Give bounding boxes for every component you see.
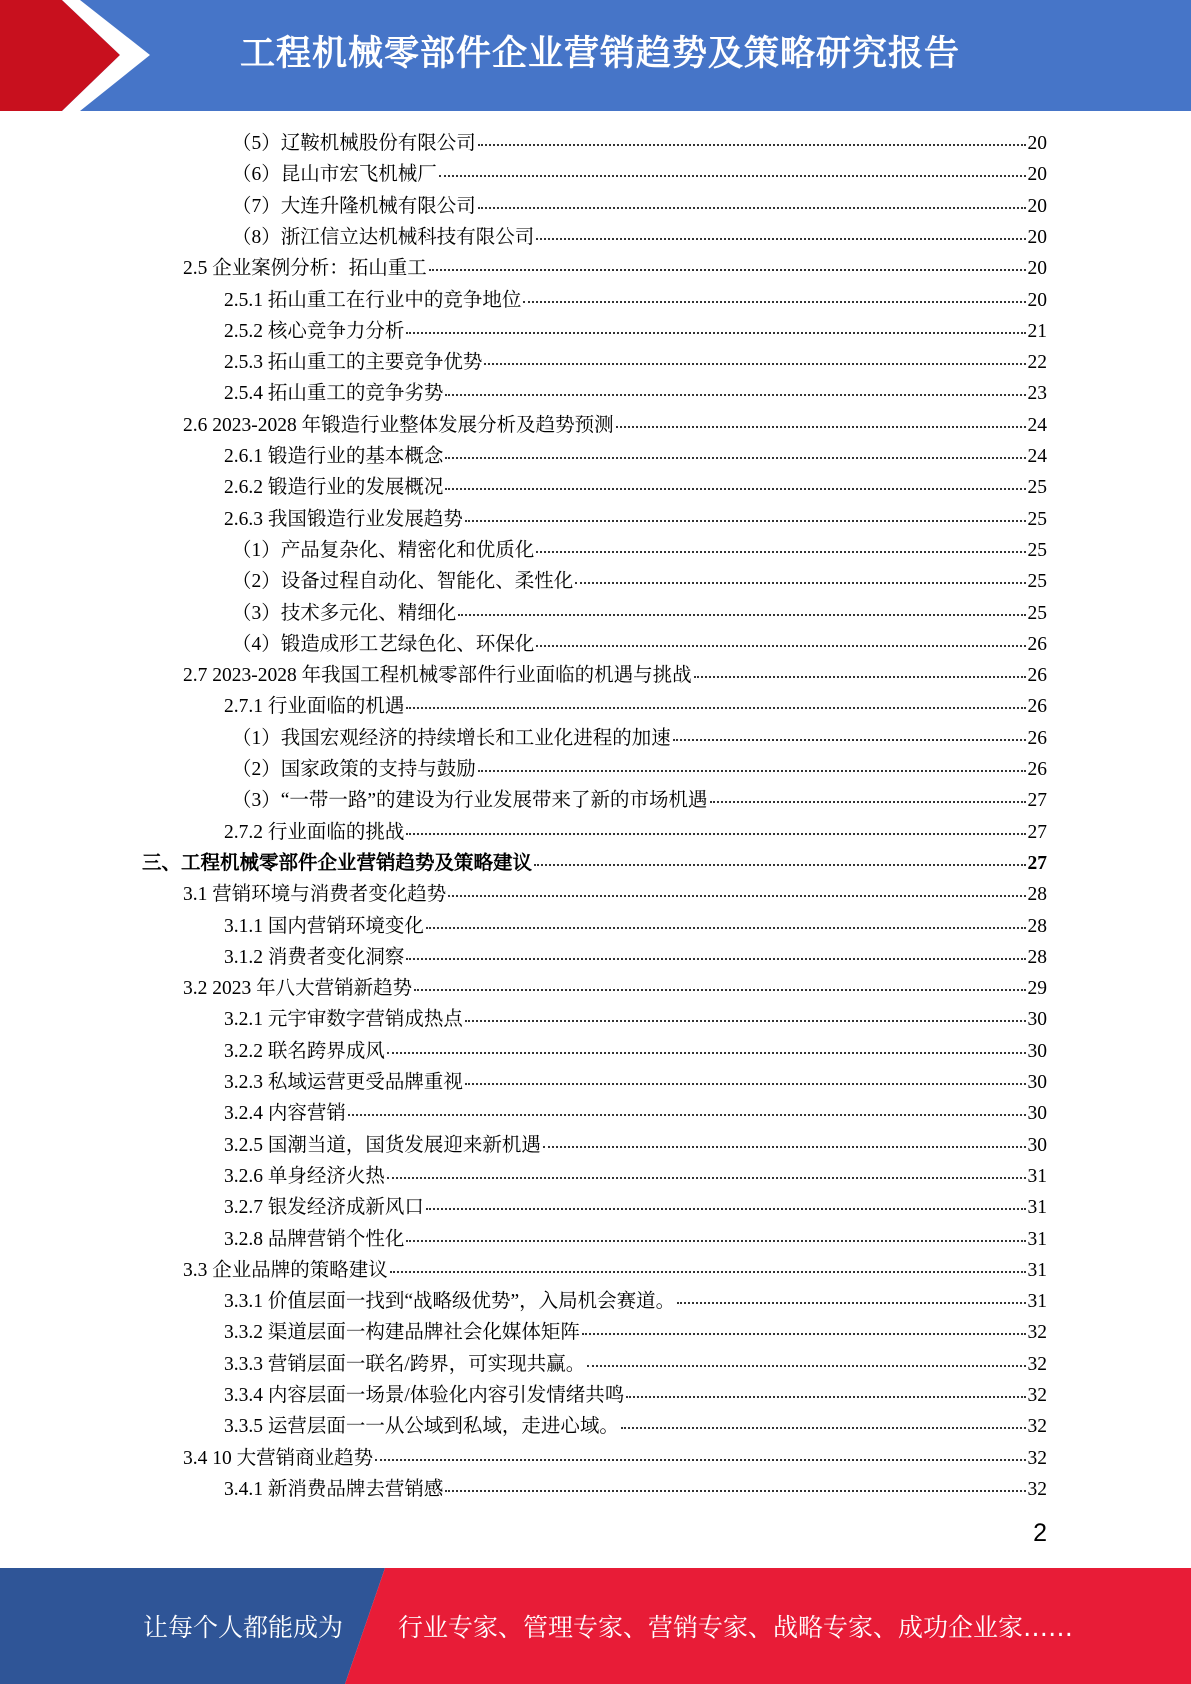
toc-dot-leader: [465, 1019, 1026, 1022]
toc-dot-leader: [348, 1113, 1026, 1116]
footer-slogan-right: 行业专家、管理专家、营销专家、战略专家、成功企业家……: [398, 1613, 1074, 1642]
toc-dot-leader: [465, 1082, 1026, 1085]
toc-entry-page: 21: [1027, 320, 1047, 342]
toc-entry-title: 3.3.2 渠道层面一构建品牌社会化媒体矩阵: [224, 1322, 580, 1344]
toc-entry-page: 32: [1027, 1385, 1047, 1406]
toc-entry[interactable]: [224, 285, 1047, 316]
toc-entry-title: 三、工程机械零部件企业营销趋势及策略建议: [142, 852, 533, 874]
toc-entry[interactable]: [183, 253, 1047, 284]
toc-entry-title: （3）“一带一路”的建设为行业发展带来了新的市场机遇: [232, 790, 708, 812]
toc-entry[interactable]: [224, 378, 1047, 409]
toc-entry-page: 30: [1027, 1134, 1047, 1156]
toc-dot-leader: [478, 769, 1026, 772]
toc-entry[interactable]: [224, 1098, 1047, 1129]
toc-entry-page: 32: [1027, 1416, 1047, 1438]
toc-entry-page: 31: [1027, 1291, 1047, 1313]
toc-dot-leader: [536, 550, 1025, 553]
toc-dot-leader: [523, 300, 1025, 303]
toc-entry-page: 30: [1027, 1103, 1047, 1125]
toc-dot-leader: [616, 425, 1026, 428]
toc-entry[interactable]: [224, 1192, 1047, 1223]
toc-entry[interactable]: [224, 1317, 1047, 1348]
toc-entry-title: 3.2.2 联名跨界成风: [224, 1040, 385, 1062]
toc-entry-page: 31: [1027, 1259, 1047, 1281]
toc-entry-title: 2.5 企业案例分析：拓山重工: [183, 258, 427, 280]
toc-entry[interactable]: [232, 629, 1047, 660]
toc-entry-title: 3.3.4 内容层面一场景/体验化内容引发情绪共鸣: [224, 1385, 625, 1406]
toc-entry-title: 3.2.1 元宇审数字营销成热点: [224, 1009, 463, 1031]
toc-entry[interactable]: [224, 1004, 1047, 1035]
toc-entry[interactable]: [224, 817, 1047, 848]
toc-dot-leader: [543, 1145, 1026, 1148]
toc-entry-title: 3.2.6 单身经济火热: [224, 1165, 385, 1187]
toc-dot-leader: [626, 1395, 1025, 1398]
toc-entry[interactable]: [224, 1036, 1047, 1067]
toc-entry-page: 30: [1027, 1009, 1047, 1031]
toc-entry[interactable]: [183, 410, 1047, 441]
toc-entry[interactable]: [224, 316, 1047, 347]
toc-dot-leader: [575, 581, 1025, 584]
toc-entry[interactable]: [224, 1411, 1047, 1442]
toc-entry-title: 3.2.4 内容营销: [224, 1103, 346, 1125]
toc-entry-title: （1）产品复杂化、精密化和优质化: [232, 539, 535, 561]
toc-dot-leader: [478, 206, 1026, 209]
toc-entry-title: 3.1.2 消费者变化洞察: [224, 946, 405, 968]
toc-entry-page: 29: [1027, 978, 1047, 1000]
toc-dot-leader: [445, 393, 1025, 396]
toc-entry-page: 24: [1027, 414, 1047, 436]
toc-entry-page: 25: [1027, 602, 1047, 624]
toc-entry-page: 20: [1027, 133, 1047, 154]
toc-entry[interactable]: [224, 1130, 1047, 1161]
toc-dot-leader: [387, 1051, 1026, 1054]
footer-slogan-left: 让每个人都能成为: [143, 1613, 344, 1642]
toc-dot-leader: [694, 675, 1026, 678]
toc-entry[interactable]: [224, 1349, 1047, 1380]
toc-entry-title: 3.1.1 国内营销环境变化: [224, 915, 424, 937]
toc-entry-title: 2.7.2 行业面临的挑战: [224, 821, 405, 843]
toc-entry-title: 3.1 营销环境与消费者变化趋势: [183, 884, 447, 906]
toc-entry-page: 28: [1027, 915, 1047, 937]
toc-dot-leader: [534, 863, 1025, 866]
toc-entry-page: 28: [1027, 946, 1047, 968]
toc-entry-title: 2.5.1 拓山重工在行业中的竞争地位: [224, 289, 522, 311]
toc-entry[interactable]: [183, 973, 1047, 1004]
toc-entry-page: 20: [1027, 195, 1047, 217]
toc-entry-page: 25: [1027, 477, 1047, 499]
toc-entry-title: （2）国家政策的支持与鼓励: [232, 759, 476, 780]
toc-entry-page: 26: [1027, 665, 1047, 687]
toc-dot-leader: [587, 1364, 1025, 1367]
toc-entry[interactable]: [232, 785, 1047, 816]
toc-entry[interactable]: [232, 754, 1047, 785]
toc-entry-title: （2）设备过程自动化、智能化、柔性化: [232, 571, 574, 593]
toc-entry-title: 2.6 2023-2028 年锻造行业整体发展分析及趋势预测: [183, 414, 614, 436]
toc-entry-title: 3.4.1 新消费品牌去营销感: [224, 1478, 444, 1500]
toc-entry-page: 28: [1027, 884, 1047, 906]
toc-entry[interactable]: [224, 942, 1047, 973]
toc-entry-title: 2.5.3 拓山重工的主要竞争优势: [224, 352, 483, 374]
toc-entry-page: 20: [1027, 258, 1047, 280]
toc-entry-title: 2.7.1 行业面临的机遇: [224, 696, 405, 718]
toc-entry-page: 25: [1027, 571, 1047, 593]
toc-entry[interactable]: [224, 472, 1047, 503]
toc-entry-page: 32: [1027, 1353, 1047, 1375]
toc-entry-page: 25: [1027, 539, 1047, 561]
page-number: 2: [1033, 1519, 1047, 1547]
toc-entry-page: 27: [1027, 790, 1047, 812]
toc-entry-page: 24: [1027, 446, 1047, 467]
toc-dot-leader: [445, 456, 1025, 459]
toc-entry[interactable]: [232, 535, 1047, 566]
toc-entry[interactable]: [232, 128, 1047, 159]
toc-dot-leader: [484, 362, 1025, 365]
toc-entry-title: （8）浙江信立达机械科技有限公司: [232, 226, 535, 248]
toc-entry-title: （4）锻造成形工艺绿色化、环保化: [232, 633, 535, 655]
toc-entry-page: 27: [1027, 852, 1047, 874]
toc-entry-title: 3.2.8 品牌营销个性化: [224, 1228, 405, 1250]
toc-entry-page: 32: [1027, 1478, 1047, 1500]
toc-entry-title: 3.4 10 大营销商业趋势: [183, 1447, 374, 1469]
toc-dot-leader: [621, 1426, 1026, 1429]
toc-entry[interactable]: [224, 1380, 1047, 1411]
toc-entry-page: 32: [1027, 1447, 1047, 1469]
toc-entry[interactable]: [224, 691, 1047, 722]
toc-entry-title: 2.5.2 核心竞争力分析: [224, 320, 405, 342]
toc-dot-leader: [478, 143, 1026, 146]
toc-entry[interactable]: [232, 566, 1047, 597]
toc-entry-title: 3.3 企业品牌的策略建议: [183, 1259, 388, 1281]
toc-dot-leader: [582, 1332, 1026, 1335]
toc-dot-leader: [465, 519, 1026, 522]
toc-dot-leader: [536, 237, 1025, 240]
toc-entry-page: 26: [1027, 696, 1047, 718]
page-footer: [0, 1568, 1191, 1684]
toc-entry-page: 26: [1027, 633, 1047, 655]
toc-entry[interactable]: [224, 1286, 1047, 1317]
toc-entry-page: 30: [1027, 1072, 1047, 1093]
toc-dot-leader: [406, 832, 1025, 835]
toc-entry-title: （5）辽鞍机械股份有限公司: [232, 133, 476, 154]
toc-dot-leader: [677, 1301, 1025, 1304]
toc-entry[interactable]: [232, 723, 1047, 754]
toc-entry-page: 26: [1027, 759, 1047, 780]
toc-entry[interactable]: [232, 159, 1047, 190]
toc-entry-title: 3.2.7 银发经济成新风口: [224, 1197, 424, 1219]
toc-entry-title: 2.6.3 我国锻造行业发展趋势: [224, 508, 463, 530]
toc-entry[interactable]: [142, 848, 1047, 879]
toc-entry[interactable]: [224, 1224, 1047, 1255]
toc-dot-leader: [710, 800, 1026, 803]
toc-dot-leader: [426, 1207, 1026, 1210]
toc-dot-leader: [439, 174, 1026, 177]
toc-entry-title: （1）我国宏观经济的持续增长和工业化进程的加速: [232, 727, 671, 749]
toc-entry-page: 27: [1027, 821, 1047, 843]
toc-entry-title: 2.7 2023-2028 年我国工程机械零部件行业面临的机遇与挑战: [183, 665, 692, 687]
toc-entry-title: 3.2.5 国潮当道，国货发展迎来新机遇: [224, 1134, 541, 1156]
toc-entry-title: （7）大连升隆机械有限公司: [232, 195, 476, 217]
toc-dot-leader: [406, 331, 1025, 334]
toc-entry-title: 3.2.3 私域运营更受品牌重视: [224, 1072, 463, 1093]
toc-entry-title: （3）技术多元化、精细化: [232, 602, 457, 624]
toc-entry[interactable]: [232, 222, 1047, 253]
toc-dot-leader: [387, 1176, 1026, 1179]
toc-entry-title: 2.6.1 锻造行业的基本概念: [224, 446, 444, 467]
toc-dot-leader: [673, 738, 1026, 741]
toc-dot-leader: [458, 613, 1025, 616]
toc-dot-leader: [445, 1489, 1025, 1492]
toc-dot-leader: [536, 644, 1025, 647]
toc-entry[interactable]: [232, 598, 1047, 629]
toc-entry-title: 3.3.3 营销层面一联名/跨界，可实现共赢。: [224, 1353, 586, 1375]
toc-entry-title: 3.3.5 运营层面一一从公域到私域，走进心域。: [224, 1416, 619, 1438]
toc-dot-leader: [445, 487, 1025, 490]
toc-entry[interactable]: [224, 441, 1047, 472]
toc-entry[interactable]: [183, 1443, 1047, 1474]
toc-entry-title: 3.2 2023 年八大营销新趋势: [183, 978, 413, 1000]
toc-entry[interactable]: [224, 1161, 1047, 1192]
toc-entry-page: 32: [1027, 1322, 1047, 1344]
toc-entry-page: 31: [1027, 1165, 1047, 1187]
toc-dot-leader: [406, 1239, 1025, 1242]
toc-entry[interactable]: [224, 504, 1047, 535]
toc-entry-title: 2.5.4 拓山重工的竞争劣势: [224, 383, 444, 405]
toc-dot-leader: [390, 1270, 1026, 1273]
toc-entry[interactable]: [183, 879, 1047, 910]
toc-dot-leader: [406, 706, 1025, 709]
toc-dot-leader: [426, 926, 1026, 929]
toc-entry[interactable]: [232, 191, 1047, 222]
toc-entry-page: 25: [1027, 508, 1047, 530]
toc-entry-page: 20: [1027, 289, 1047, 311]
toc-dot-leader: [414, 988, 1025, 991]
toc-entry[interactable]: [224, 347, 1047, 378]
toc-dot-leader: [375, 1458, 1025, 1461]
toc-entry[interactable]: [183, 660, 1047, 691]
toc-entry[interactable]: [224, 1474, 1047, 1505]
toc-entry-page: 22: [1027, 352, 1047, 374]
toc-entry-page: 23: [1027, 383, 1047, 405]
toc-entry-title: 2.6.2 锻造行业的发展概况: [224, 477, 444, 499]
toc-entry[interactable]: [183, 1255, 1047, 1286]
toc-dot-leader: [429, 268, 1026, 271]
toc-entry-title: （6）昆山市宏飞机械厂: [232, 164, 437, 186]
toc-entry-page: 26: [1027, 727, 1047, 749]
toc-entry-page: 30: [1027, 1040, 1047, 1062]
toc-dot-leader: [406, 957, 1025, 960]
toc-entry-title: 3.3.1 价值层面一找到“战略级优势”，入局机会赛道。: [224, 1291, 676, 1313]
header-title: 工程机械零部件企业营销趋势及策略研究报告: [240, 34, 961, 74]
page-header: [0, 0, 1191, 111]
toc-entry-page: 31: [1027, 1228, 1047, 1250]
toc-entry[interactable]: [224, 911, 1047, 942]
toc-entry[interactable]: [224, 1067, 1047, 1098]
toc-entry-page: 20: [1027, 226, 1047, 248]
toc-dot-leader: [448, 894, 1025, 897]
toc-entry-page: 31: [1027, 1197, 1047, 1219]
toc-entry-page: 20: [1027, 164, 1047, 186]
